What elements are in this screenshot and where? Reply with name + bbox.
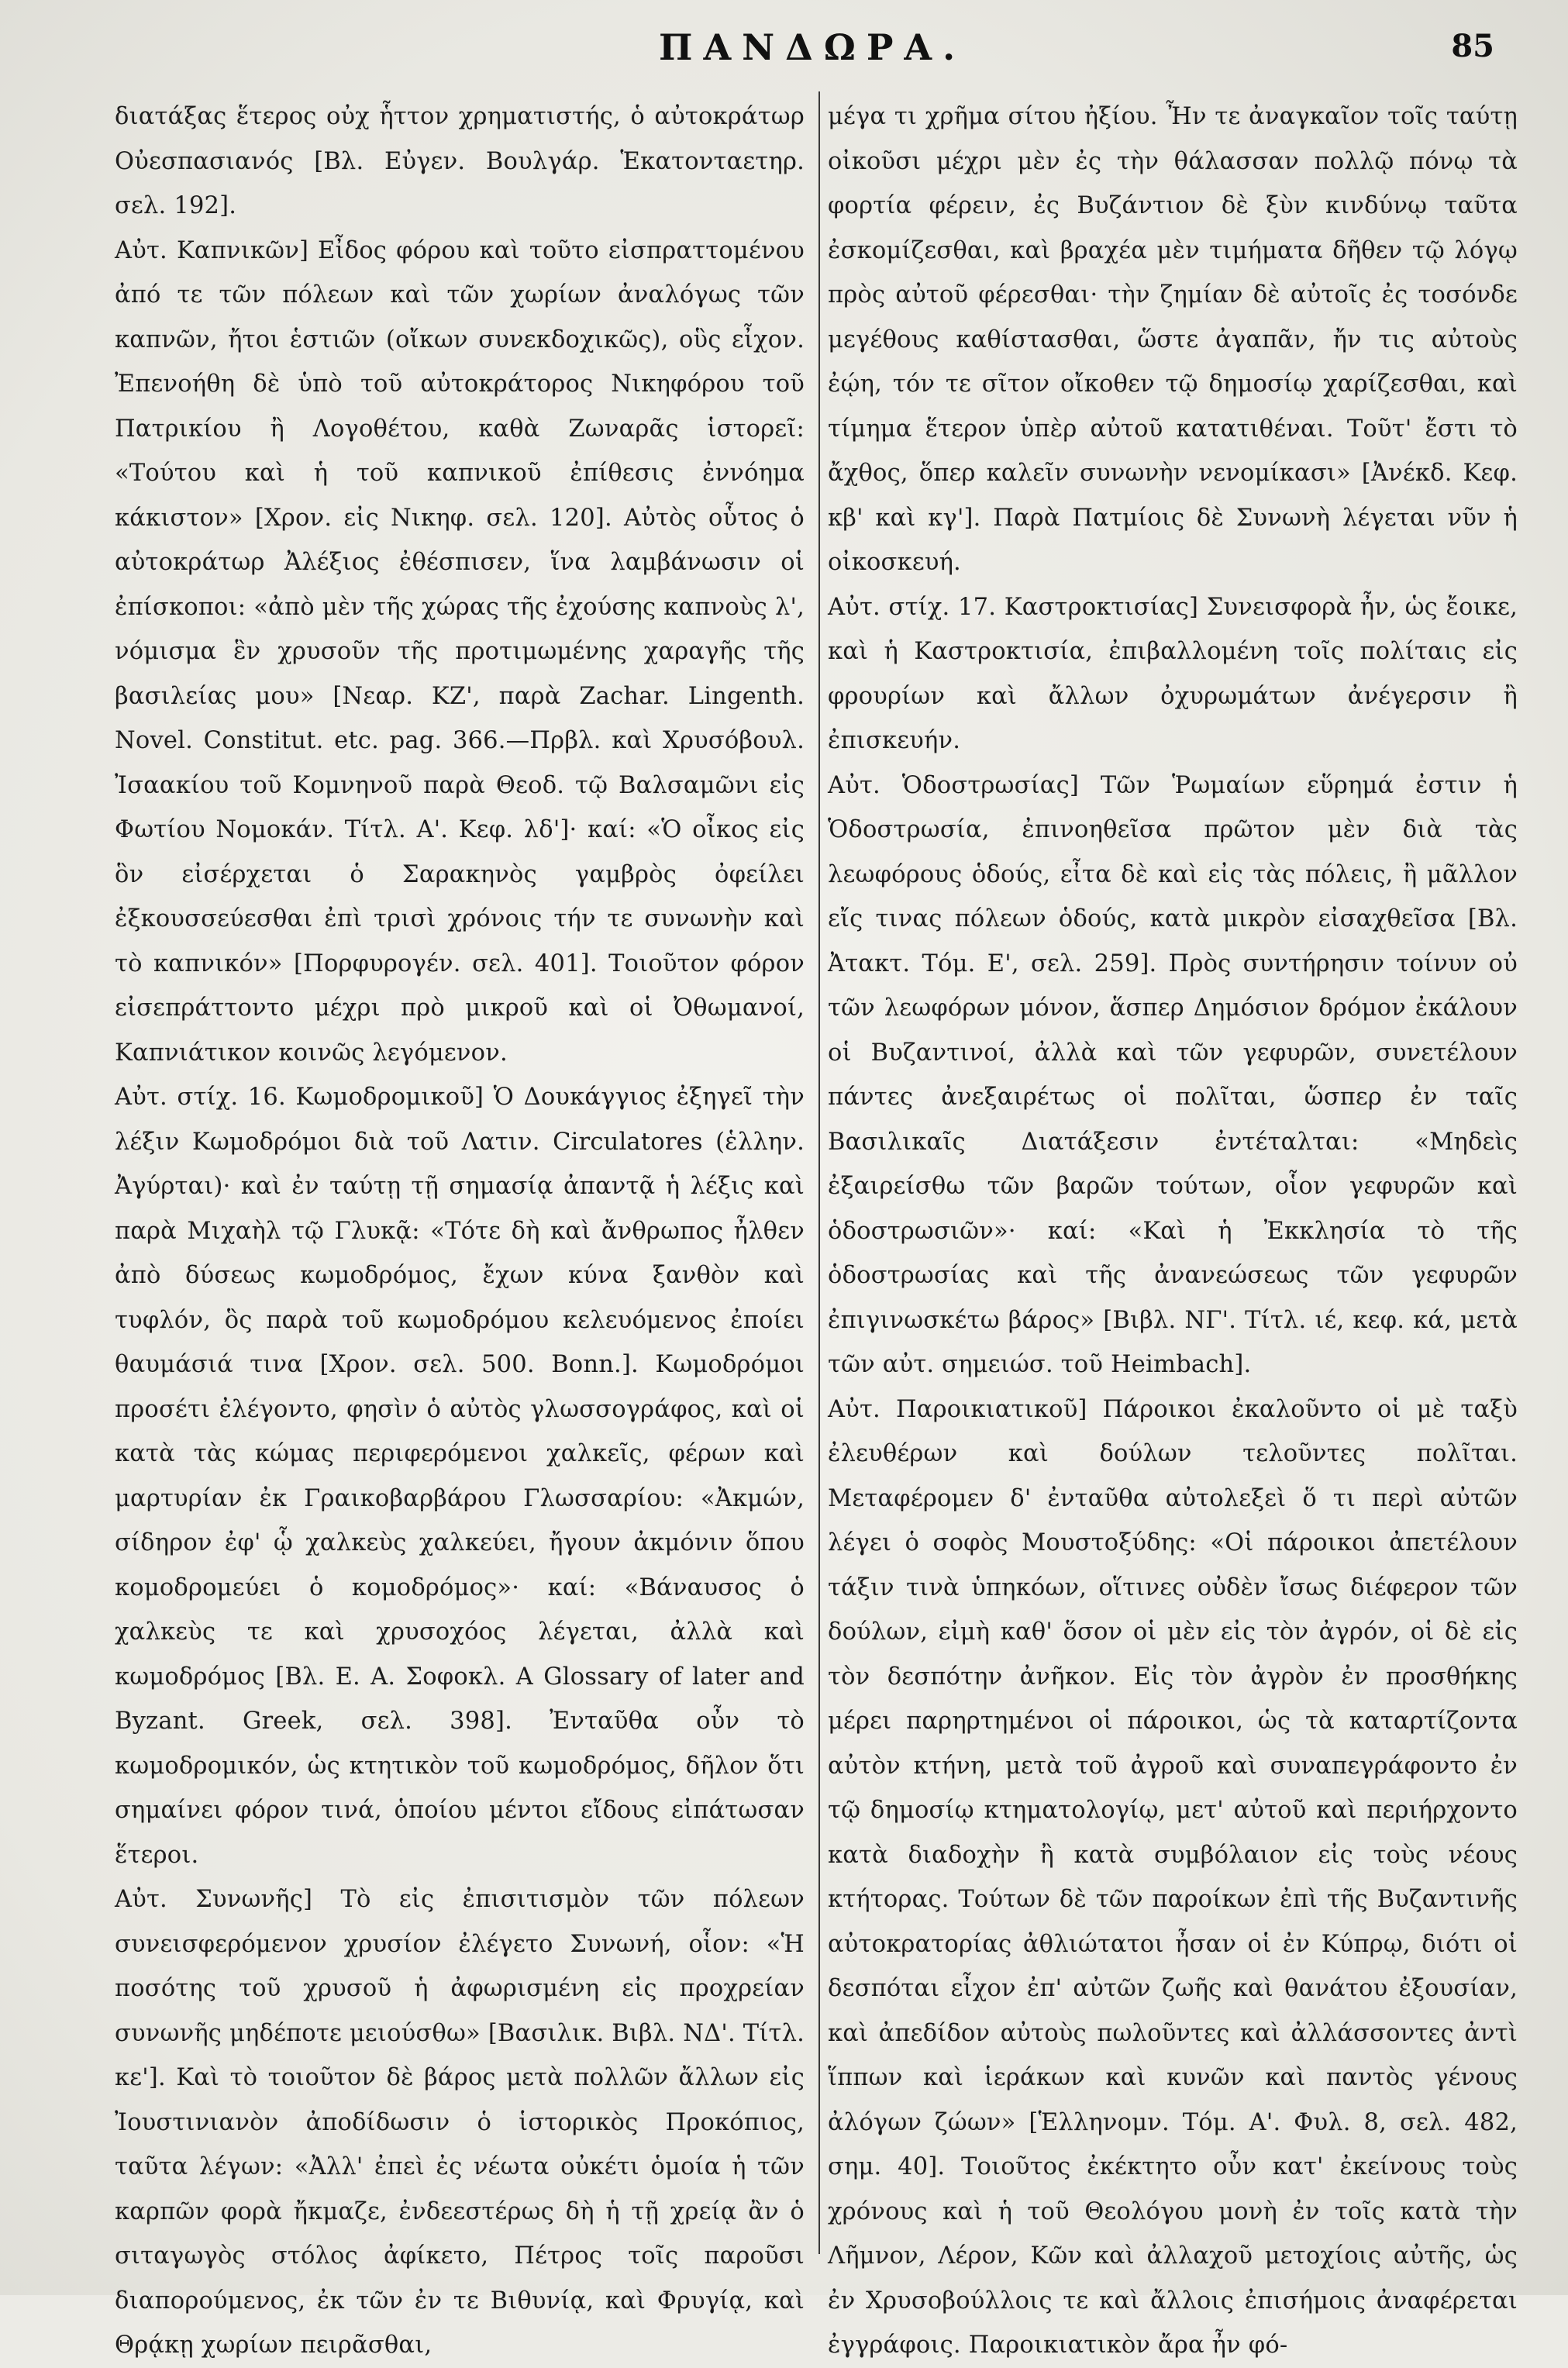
page-header [116, 23, 1494, 78]
column-divider [818, 91, 820, 2254]
right-paragraph-1: μέγα τι χρῆμα σίτου ἠξίου. Ἦν τε ἀναγκαῖον τοῖς ταύτῃ οἰκοῦσι μέχρι μὲν ἐς τὴν θάλασσαν πολλῷ πόνῳ τὰ φορτία φέρειν, ἐς Βυζάντιον δὲ ξὺν κινδύνῳ ταῦτα ἐσκομίζεσθαι, καὶ βραχέα μὲν τιμήματα δῆθεν τῷ λόγῳ πρὸς αὐτοῦ φέρεσθαι· τὴν ζημίαν δὲ αὐτοῖς ἐς τοσόνδε μεγέθους καθίστασθαι, ὥστε ἀγαπᾶν, ἤν τις αὐτοὺς ἐῴη, τόν τε σῖτον οἴκοθεν τῷ δημοσίῳ χαρίζεσθαι, καὶ τίμημα ἕτερον ὑπὲρ αὐτοῦ κατατιθέναι. Τοῦτ' ἔστι τὸ ἄχθος, ὅπερ καλεῖν συνωνὴν νενομίκασι» [Ἀνέκδ. Κεφ. κβ' καὶ κγ']. Παρὰ Πατμίοις δὲ Συνωνὴ λέγεται νῦν ἡ οἰκοσκευή. [828, 103, 1518, 576]
running-title: ΠΑΝΔΩΡΑ. [659, 26, 967, 68]
left-paragraph-2: Αὐτ. Καπνικῶν] Εἶδος φόρου καὶ τοῦτο εἰσπραττομένου ἀπό τε τῶν πόλεων καὶ τῶν χωρίων ἀναλόγως τῶν καπνῶν, ἤτοι ἑστιῶν (οἴκων συνεκδοχικῶς), οὓς εἶχον. Ἐπενοήθη δὲ ὑπὸ τοῦ αὐτοκράτορος Νικηφόρου τοῦ Πατρικίου ἢ Λογοθέτου, καθὰ Ζωναρᾶς ἱστορεῖ: «Τούτου καὶ ἡ τοῦ καπνικοῦ ἐπίθεσις ἐννόημα κάκιστον» [Χρον. εἰς Νικηφ. σελ. 120]. Αὐτὸς οὗτος ὁ αὐτοκράτωρ Ἀλέξιος ἐθέσπισεν, ἵνα λαμβάνωσιν οἱ ἐπίσκοποι: «ἀπὸ μὲν τῆς χώρας τῆς ἐχούσης καπνοὺς λ', νόμισμα ἓν χρυσοῦν τῆς προτιμωμένης χαραγῆς τῆς βασιλείας μου» [Νεαρ. ΚΖ', παρὰ Zachar. Lingenth. Novel. Constitut. etc. pag. 366.—Πρβλ. καὶ Χρυσόβουλ. Ἰσαακίου τοῦ Κομνηνοῦ παρὰ Θεοδ. τῷ Βαλσαμῶνι εἰς Φωτίου Νομοκάν. Τίτλ. Α'. Κεφ. λδ']· καί: «Ὁ οἶκος εἰς ὃν εἰσέρχεται ὁ Σαρακηνὸς γαμβρὸς ὀφείλει ἐξκουσσεύεσθαι ἐπὶ τρισὶ χρόνοις τήν τε συνωνὴν καὶ τὸ καπνικόν» [Πορφυρογέν. σελ. 401]. Τοιοῦτον φόρον εἰσεπράττοντο μέχρι πρὸ μικροῦ καὶ οἱ Ὀθωμανοί, Καπνιάτικον κοινῶς λεγόμενον. [115, 236, 805, 1067]
right-column [828, 95, 1518, 2368]
left-paragraph-3: Αὐτ. στίχ. 16. Κωμοδρομικοῦ] Ὁ Δουκάγγιος ἐξηγεῖ τὴν λέξιν Κωμοδρόμοι διὰ τοῦ Λατιν. Circulatores (ἑλλην. Ἀγύρται)· καὶ ἐν ταύτῃ τῇ σημασίᾳ ἀπαντᾷ ἡ λέξις καὶ παρὰ Μιχαὴλ τῷ Γλυκᾷ: «Τότε δὴ καὶ ἄνθρωπος ἦλθεν ἀπὸ δύσεως κωμοδρόμος, ἔχων κύνα ξανθὸν καὶ τυφλόν, ὃς παρὰ τοῦ κωμοδρόμου κελευόμενος ἐποίει θαυμάσιά τινα [Χρον. σελ. 500. Bonn.]. Κωμοδρόμοι προσέτι ἐλέγοντο, φησὶν ὁ αὐτὸς γλωσσογράφος, καὶ οἱ κατὰ τὰς κώμας περιφερόμενοι χαλκεῖς, φέρων καὶ μαρτυρίαν ἐκ Γραικοβαρβάρου Γλωσσαρίου: «Ἀκμών, σίδηρον ἐφ' ᾧ χαλκεὺς χαλκεύει, ἤγουν ἀκμόνιν ὅπου κομοδρομεύει ὁ κομοδρόμος»· καί: «Βάναυσος ὁ χαλκεὺς τε καὶ χρυσοχόος λέγεται, ἀλλὰ καὶ κωμοδρόμος [Βλ. Ε. Α. Σοφοκλ. A Glossary of later and Byzant. Greek, σελ. 398]. Ἐνταῦθα οὖν τὸ κωμοδρομικόν, ὡς κτητικὸν τοῦ κωμοδρόμος, δῆλον ὅτι σημαίνει φόρον τινά, ὁποίου μέντοι εἴδους εἰπάτωσαν ἕτεροι. [115, 1084, 805, 1869]
right-paragraph-3: Αὐτ. Ὁδοστρωσίας] Τῶν Ῥωμαίων εὕρημά ἐστιν ἡ Ὁδοστρωσία, ἐπινοηθεῖσα πρῶτον μὲν διὰ τὰς λεωφόρους ὁδούς, εἶτα δὲ καὶ εἰς τὰς πόλεις, ἢ μᾶλλον εἴς τινας πόλεων ὁδούς, κατὰ μικρὸν εἰσαχθεῖσα [Βλ. Ἀτακτ. Τόμ. Ε', σελ. 259]. Πρὸς συντήρησιν τοίνυν οὐ τῶν λεωφόρων μόνον, ἅσπερ Δημόσιον δρόμον ἐκάλουν οἱ Βυζαντινοί, ἀλλὰ καὶ τῶν γεφυρῶν, συνετέλουν πάντες ἀνεξαιρέτως οἱ πολῖται, ὥσπερ ἐν ταῖς Βασιλικαῖς Διατάξεσιν ἐντέταλται: «Μηδεὶς ἐξαιρείσθω τῶν βαρῶν τούτων, οἷον γεφυρῶν καὶ ὁδοστρωσιῶν»· καί: «Καὶ ἡ Ἐκκλησία τὸ τῆς ὁδοστρωσίας καὶ τῆς ἀνανεώσεως τῶν γεφυρῶν ἐπιγινωσκέτω βάρος» [Βιβλ. ΝΓ'. Τίτλ. ιέ, κεφ. κά, μετὰ τῶν αὐτ. σημειώσ. τοῦ Heimbach]. [828, 771, 1518, 1378]
page-number: 85 [1451, 28, 1494, 64]
left-paragraph-1: διατάξας ἕτερος οὐχ ἧττον χρηματιστής, ὁ αὐτοκράτωρ Οὐεσπασιανός [Βλ. Εὐγεν. Βουλγάρ. Ἑκατονταετηρ. σελ. 192]. [115, 103, 805, 219]
left-column [115, 95, 805, 2368]
right-paragraph-2: Αὐτ. στίχ. 17. Καστροκτισίας] Συνεισφορὰ ἦν, ὡς ἔοικε, καὶ ἡ Καστροκτισία, ἐπιβαλλομένη τοῖς πολίταις εἰς φρουρίων καὶ ἄλλων ὀχυρωμάτων ἀνέγερσιν ἢ ἐπισκευήν. [828, 593, 1518, 754]
left-paragraph-4: Αὐτ. Συνωνῆς] Τὸ εἰς ἐπισιτισμὸν τῶν πόλεων συνεισφερόμενον χρυσίον ἐλέγετο Συνωνή, οἷον: «Ἡ ποσότης τοῦ χρυσοῦ ἡ ἀφωρισμένη εἰς προχρείαν συνωνῆς μηδέποτε μειούσθω» [Βασιλικ. Βιβλ. ΝΔ'. Τίτλ. κε']. Καὶ τὸ τοιοῦτον δὲ βάρος μετὰ πολλῶν ἄλλων εἰς Ἰουστινιανὸν ἀποδίδωσιν ὁ ἱστορικὸς Προκόπιος, ταῦτα λέγων: «Ἀλλ' ἐπεὶ ἐς νέωτα οὐκέτι ὁμοία ἡ τῶν καρπῶν φορὰ ἤκμαζε, ἐνδεεστέρως δὴ ἡ τῇ χρείᾳ ἂν ὁ σιταγωγὸς στόλος ἀφίκετο, Πέτρος τοῖς παροῦσι διαπορούμενος, ἐκ τῶν ἐν τε Βιθυνίᾳ, καὶ Φρυγίᾳ, καὶ Θρᾴκῃ χωρίων πειρᾶσθαι, [115, 1886, 805, 2359]
right-paragraph-4: Αὐτ. Παροικιατικοῦ] Πάροικοι ἐκαλοῦντο οἱ μὲ ταξὺ ἐλευθέρων καὶ δούλων τελοῦντες πολῖται. Μεταφέρομεν δ' ἐνταῦθα αὐτολεξεὶ ὅ τι περὶ αὐτῶν λέγει ὁ σοφὸς Μουστοξύδης: «Οἱ πάροικοι ἀπετέλουν τάξιν τινὰ ὑπηκόων, οἵτινες οὐδὲν ἴσως διέφερον τῶν δούλων, εἰμὴ καθ' ὅσον οἱ μὲν εἰς τὸν ἀγρόν, οἱ δὲ εἰς τὸν δεσπότην ἀνῆκον. Εἰς τὸν ἀγρὸν ἐν προσθήκης μέρει παρηρτημένοι οἱ πάροικοι, ὡς τὰ καταρτίζοντα αὐτὸν κτήνη, μετὰ τοῦ ἀγροῦ καὶ συναπεγράφοντο ἐν τῷ δημοσίῳ κτηματολογίῳ, μετ' αὐτοῦ καὶ περιήρχοντο κατὰ διαδοχὴν ἢ κατὰ συμβόλαιον εἰς τοὺς νέους κτήτορας. Τούτων δὲ τῶν παροίκων ἐπὶ τῆς Βυζαντινῆς αὐτοκρατορίας ἀθλιώτατοι ἦσαν οἱ ἐν Κύπρῳ, διότι οἱ δεσπόται εἶχον ἐπ' αὐτῶν ζωῆς καὶ θανάτου ἐξουσίαν, καὶ ἀπεδίδον αὐτοὺς πωλοῦντες καὶ ἀλλάσσοντες ἀντὶ ἵππων καὶ ἱεράκων καὶ κυνῶν καὶ παντὸς γένους ἀλόγων ζώων» [Ἑλληνομν. Τόμ. Α'. Φυλ. 8, σελ. 482, σημ. 40]. Τοιοῦτος ἐκέκτητο οὖν κατ' ἐκείνους τοὺς χρόνους καὶ ἡ τοῦ Θεολόγου μονὴ ἐν τοῖς κατὰ τὴν Λῆμνον, Λέρον, Κῶν καὶ ἀλλαχοῦ μετοχίοις αὐτῆς, ὡς ἐν Χρυσοβούλλοις τε καὶ ἄλλοις ἐπισήμοις ἀναφέρεται ἐγγράφοις. Παροικιατικὸν ἄρα ἦν φό- [828, 1395, 1518, 2359]
